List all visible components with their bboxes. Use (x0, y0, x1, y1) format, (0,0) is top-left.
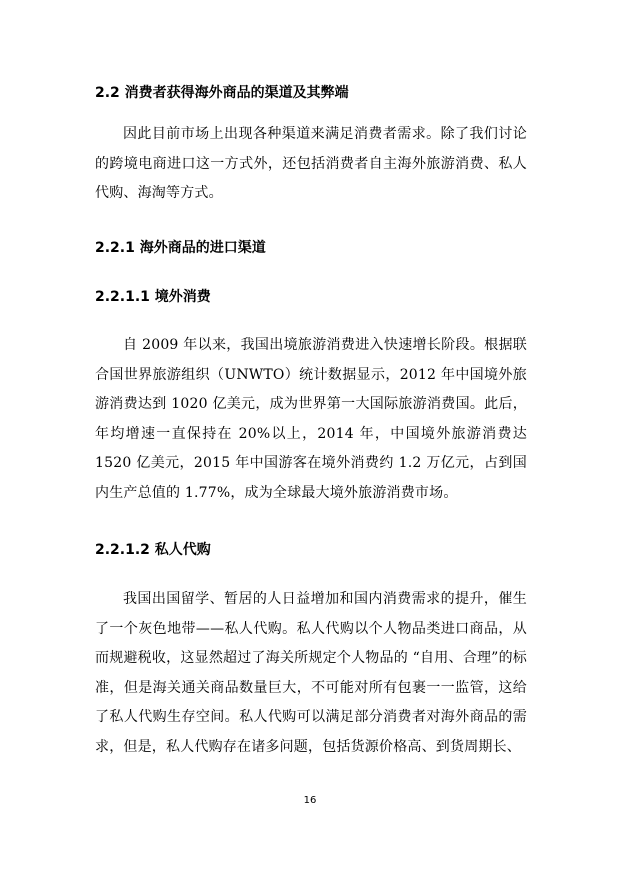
section-heading-2-2-1: 2.2.1 海外商品的进口渠道 (95, 240, 266, 256)
paragraph-2-2-intro: 因此目前市场上出现各种渠道来满足消费者需求。除了我们讨论的跨境电商进口这一方式外，还包括消费者自主海外旅游消费、私人代购、海淘等方式。 (95, 126, 527, 201)
page-number: 16 (303, 795, 317, 806)
paragraph-personal-purchasing: 我国出国留学、暂居的人日益增加和国内消费需求的提升，催生了一个灰色地带——私人代购。私人代购以个人物品类进口商品，从而规避税收，这显然超过了海关所规定个人物品的 “自用、合理”的标准，但是海关通关商品数量巨大，不可能对所有包裹一一监管，这给了私人代购生存空间。私人代购可以满足部分消费者对海外商品的需求，但是，私人代购存在诸多问题，包括货源价格高、到货周期长、 (95, 591, 527, 755)
section-heading-2-2-1-2: 2.2.1.2 私人代购 (95, 542, 211, 558)
section-heading-2-2: 2.2 消费者获得海外商品的渠道及其弊端 (95, 85, 349, 101)
section-heading-2-2-1-1: 2.2.1.1 境外消费 (95, 289, 211, 305)
paragraph-overseas-consumption: 自 2009 年以来，我国出境旅游消费进入快速增长阶段。根据联合国世界旅游组织（UNWTO）统计数据显示，2012 年中国境外旅游消费达到 1020 亿美元，成为世界第一大国际旅游消费国。此后，年均增速一直保持在 20%以上，2014 年，中国境外旅游消费达 1520 亿美元，2015 年中国游客在境外消费约 1.2 万亿元，占到国内生产总值的 1.77%，成为全球最大境外旅游消费市场。 (95, 337, 527, 501)
